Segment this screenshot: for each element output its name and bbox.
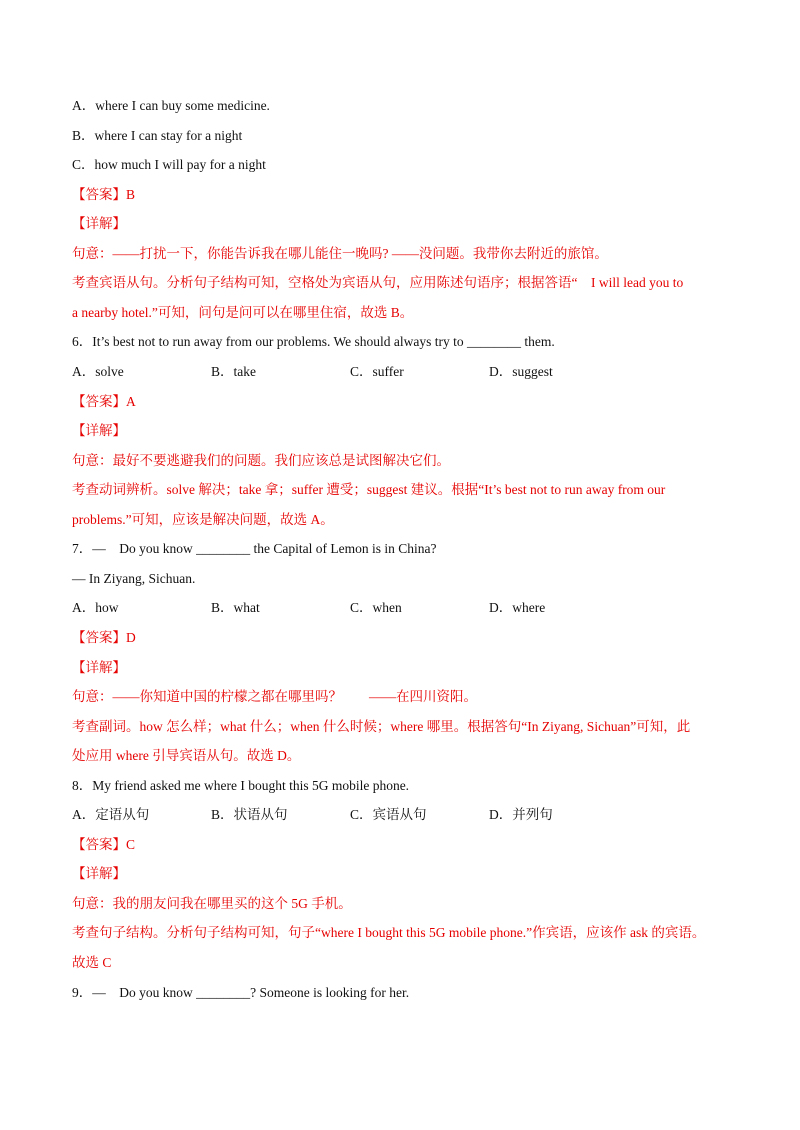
answer-text-line: 【答案】C [72, 836, 136, 852]
answer-text-line: 【详解】 [72, 866, 126, 882]
question-text-line: — In Ziyang, Sichuan. [72, 570, 196, 586]
answer-text-line: 考查宾语从句。分析句子结构可知，空格处为宾语从句，应用陈述句语序；根据答语“ I will lead you to [72, 275, 684, 291]
question-text-line: A．where I can buy some medicine. [72, 98, 270, 113]
option-item: A．how [72, 600, 119, 616]
answer-text-line: 【详解】 [72, 216, 126, 232]
question-text-line: 6．It’s best not to run away from our problems. We should always try to ________ them. [72, 334, 555, 350]
options-row [72, 599, 732, 617]
question-text-line: 9．— Do you know ________? Someone is looking for her. [72, 984, 410, 1000]
answer-text-line: 处应用 where 引导宾语从句。故选 D。 [72, 748, 301, 764]
answer-text-line: 【答案】A [72, 393, 136, 409]
answer-text-line: 【答案】B [72, 186, 136, 202]
options-row [72, 363, 732, 381]
option-item: B．状语从句 [211, 807, 288, 823]
answer-text-line: 故选 C [72, 955, 112, 970]
answer-text-line: a nearby hotel.”可知，问句是问可以在哪里住宿，故选 B。 [72, 304, 414, 320]
option-item: D．suggest [489, 363, 553, 379]
answer-text-line: 句意：最好不要逃避我们的问题。我们应该总是试图解决它们。 [72, 452, 450, 468]
question-text-line: C．how much I will pay for a night [72, 157, 266, 173]
answer-text-line: problems.”可知，应该是解决问题，故选 A。 [72, 511, 334, 527]
question-text-line: B．where I can stay for a night [72, 127, 243, 143]
answer-text-line: 【详解】 [72, 659, 126, 675]
question-text-line: 7．— Do you know ________ the Capital of Lemon is in China? [72, 541, 437, 557]
option-item: C．宾语从句 [350, 807, 427, 823]
option-item: C．suffer [350, 363, 404, 379]
answer-text-line: 句意：——你知道中国的柠檬之都在哪里吗？ ——在四川资阳。 [72, 689, 477, 704]
option-item: D．where [489, 600, 546, 616]
answer-text-line: 句意：——打扰一下，你能告诉我在哪儿能住一晚吗? ——没问题。我带你去附近的旅馆。 [72, 245, 608, 261]
option-item: B．what [211, 600, 260, 616]
option-item: C．when [350, 600, 402, 616]
option-item: A．定语从句 [72, 807, 150, 823]
answer-text-line: 考查动词辨析。solve 解决；take 拿；suffer 遭受；suggest 建议。根据“It’s best not to run away from our [72, 482, 666, 498]
answer-text-line: 考查副词。how 怎么样；what 什么；when 什么时候；where 哪里。根据答句“In Ziyang, Sichuan”可知，此 [72, 718, 691, 734]
answer-text-line: 【详解】 [72, 423, 126, 439]
question-text-line: 8．My friend asked me where I bought this 5G mobile phone. [72, 777, 410, 793]
answer-text-line: 【答案】D [72, 629, 136, 645]
options-row [72, 806, 732, 824]
answer-text-line: 句意：我的朋友问我在哪里买的这个 5G 手机。 [72, 895, 352, 911]
option-item: D．并列句 [489, 807, 553, 823]
option-item: B．take [211, 363, 256, 379]
option-item: A．solve [72, 363, 124, 379]
answer-text-line: 考查句子结构。分析句子结构可知，句子“where I bought this 5G mobile phone.”作宾语，应该作 ask 的宾语。 [72, 925, 706, 941]
